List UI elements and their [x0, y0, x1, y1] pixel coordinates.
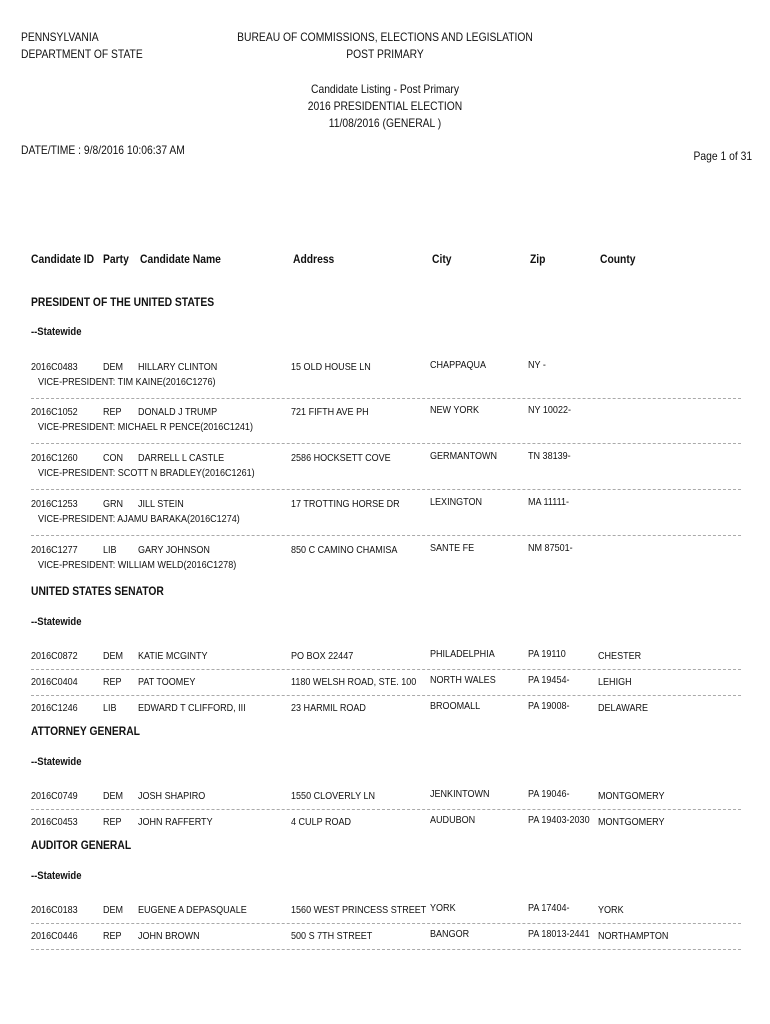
candidate-id: 2016C0404: [31, 676, 78, 688]
county: YORK: [598, 904, 624, 916]
address: 1550 CLOVERLY LN: [291, 790, 375, 802]
candidate-name: JILL STEIN: [138, 498, 184, 510]
party: REP: [103, 930, 122, 942]
candidate-id: 2016C1246: [31, 702, 78, 714]
party: REP: [103, 676, 122, 688]
address: 17 TROTTING HORSE DR: [291, 498, 400, 510]
col-county: County: [600, 252, 636, 266]
party: DEM: [103, 650, 124, 662]
address: 15 OLD HOUSE LN: [291, 361, 371, 373]
city: BROOMALL: [430, 700, 481, 712]
party: LIB: [103, 544, 117, 556]
city: LEXINGTON: [430, 496, 483, 508]
zip: PA 18013-2441: [528, 928, 590, 940]
office-heading: UNITED STATES SENATOR: [31, 584, 164, 598]
party: DEM: [103, 361, 124, 373]
party: CON: [103, 452, 124, 464]
row-separator: [31, 809, 741, 810]
county: CHESTER: [598, 650, 642, 662]
candidate-id: 2016C1253: [31, 498, 78, 510]
city: CHAPPAQUA: [430, 359, 487, 371]
header-center: [54, 29, 716, 132]
zip: TN 38139-: [528, 450, 571, 462]
col-candidate-id: Candidate ID: [31, 252, 95, 266]
candidate-name: DARRELL L CASTLE: [138, 452, 225, 464]
report-datetime: DATE/TIME : 9/8/2016 10:06:37 AM: [21, 143, 185, 157]
row-separator: [31, 695, 741, 696]
city: BANGOR: [430, 928, 470, 940]
party: REP: [103, 816, 122, 828]
address: 1180 WELSH ROAD, STE. 100: [291, 676, 417, 688]
city: AUDUBON: [430, 814, 476, 826]
candidate-id: 2016C1260: [31, 452, 78, 464]
candidate-id: 2016C1052: [31, 406, 78, 418]
city: YORK: [430, 902, 456, 914]
city: NORTH WALES: [430, 674, 496, 686]
candidate-name: GARY JOHNSON: [138, 544, 210, 556]
candidate-id: 2016C0453: [31, 816, 78, 828]
zip: MA 11111-: [528, 496, 569, 508]
bureau-name: BUREAU OF COMMISSIONS, ELECTIONS AND LEGISLATION: [237, 30, 533, 44]
address: PO BOX 22447: [291, 650, 354, 662]
city: GERMANTOWN: [430, 450, 498, 462]
county: MONTGOMERY: [598, 790, 665, 802]
candidate-id: 2016C0749: [31, 790, 78, 802]
address: 721 FIFTH AVE PH: [291, 406, 369, 418]
district-heading: --Statewide: [31, 326, 82, 338]
vice-president: VICE-PRESIDENT: SCOTT N BRADLEY(2016C1261): [38, 467, 255, 479]
col-party: Party: [103, 252, 129, 266]
zip: NM 87501-: [528, 542, 573, 554]
row-separator: [31, 535, 741, 536]
address: 23 HARMIL ROAD: [291, 702, 366, 714]
county: MONTGOMERY: [598, 816, 665, 828]
candidate-id: 2016C0483: [31, 361, 78, 373]
row-separator: [31, 443, 741, 444]
row-separator: [31, 398, 741, 399]
address: 850 C CAMINO CHAMISA: [291, 544, 398, 556]
city: SANTE FE: [430, 542, 475, 554]
zip: PA 19403-2030: [528, 814, 590, 826]
row-separator: [31, 923, 741, 924]
vice-president: VICE-PRESIDENT: TIM KAINE(2016C1276): [38, 376, 216, 388]
candidate-name: PAT TOOMEY: [138, 676, 196, 688]
city: JENKINTOWN: [430, 788, 490, 800]
department-name: DEPARTMENT OF STATE: [21, 47, 143, 61]
county: NORTHAMPTON: [598, 930, 669, 942]
col-address: Address: [293, 252, 335, 266]
candidate-name: EDWARD T CLIFFORD, III: [138, 702, 246, 714]
candidate-id: 2016C0446: [31, 930, 78, 942]
election-name: 2016 PRESIDENTIAL ELECTION: [307, 99, 463, 113]
party: DEM: [103, 904, 124, 916]
address: 4 CULP ROAD: [291, 816, 352, 828]
party: LIB: [103, 702, 117, 714]
office-heading: AUDITOR GENERAL: [31, 838, 132, 852]
col-zip: Zip: [530, 252, 546, 266]
county: DELAWARE: [598, 702, 649, 714]
report-stage: POST PRIMARY: [346, 47, 424, 61]
party: DEM: [103, 790, 124, 802]
zip: NY 10022-: [528, 404, 572, 416]
county: LEHIGH: [598, 676, 632, 688]
zip: PA 19046-: [528, 788, 570, 800]
party: REP: [103, 406, 122, 418]
district-heading: --Statewide: [31, 756, 82, 768]
election-date: 11/08/2016 (GENERAL ): [328, 116, 442, 130]
zip: PA 19110: [528, 648, 566, 660]
zip: NY -: [528, 359, 546, 371]
candidate-id: 2016C0183: [31, 904, 78, 916]
report-title: Candidate Listing - Post Primary: [310, 82, 459, 96]
city: PHILADELPHIA: [430, 648, 495, 660]
candidate-name: KATIE MCGINTY: [138, 650, 208, 662]
candidate-id: 2016C1277: [31, 544, 78, 556]
candidate-id: 2016C0872: [31, 650, 78, 662]
candidate-name: JOSH SHAPIRO: [138, 790, 206, 802]
page-number: Page 1 of 31: [693, 149, 752, 163]
vice-president: VICE-PRESIDENT: AJAMU BARAKA(2016C1274): [38, 513, 240, 525]
zip: PA 19008-: [528, 700, 570, 712]
row-separator: [31, 669, 741, 670]
vice-president: VICE-PRESIDENT: MICHAEL R PENCE(2016C1241): [38, 421, 253, 433]
district-heading: --Statewide: [31, 870, 82, 882]
vice-president: VICE-PRESIDENT: WILLIAM WELD(2016C1278): [38, 559, 237, 571]
address: 2586 HOCKSETT COVE: [291, 452, 391, 464]
zip: PA 19454-: [528, 674, 570, 686]
candidate-name: DONALD J TRUMP: [138, 406, 218, 418]
candidate-name: HILLARY CLINTON: [138, 361, 218, 373]
office-heading: ATTORNEY GENERAL: [31, 724, 140, 738]
zip: PA 17404-: [528, 902, 570, 914]
state-name: PENNSYLVANIA: [21, 30, 99, 44]
row-separator: [31, 489, 741, 490]
office-heading: PRESIDENT OF THE UNITED STATES: [31, 295, 215, 309]
candidate-name: JOHN RAFFERTY: [138, 816, 213, 828]
address: 500 S 7TH STREET: [291, 930, 373, 942]
address: 1560 WEST PRINCESS STREET: [291, 904, 427, 916]
city: NEW YORK: [430, 404, 480, 416]
col-candidate-name: Candidate Name: [140, 252, 221, 266]
party: GRN: [103, 498, 124, 510]
row-separator: [31, 949, 741, 950]
candidate-name: EUGENE A DEPASQUALE: [138, 904, 247, 916]
candidate-name: JOHN BROWN: [138, 930, 200, 942]
district-heading: --Statewide: [31, 616, 82, 628]
col-city: City: [432, 252, 452, 266]
